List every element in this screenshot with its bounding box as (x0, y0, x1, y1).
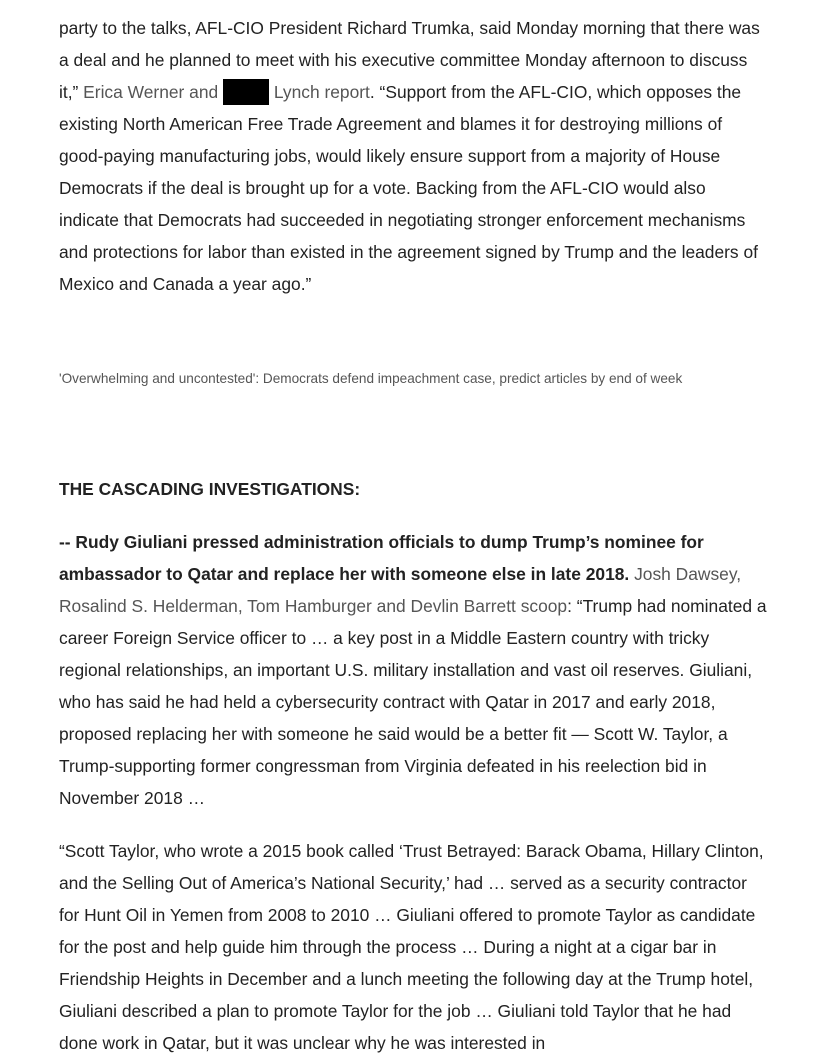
paragraph-taylor: “Scott Taylor, who wrote a 2015 book called ‘Trust Betrayed: Barack Obama, Hillary Clinton, and the Selling Out of America’s National Security,’ had … served as a security contractor for Hunt Oil in Yemen from 2008 to 2010 … Giuliani offered to promote Taylor as candidate for the post and help guide him through the process … During a night at a cigar bar in Friendship Heights in December and a lunch meeting the following day at the Trump hotel, Giuliani described a plan to promote Taylor for the job … Giuliani told Taylor that he had done work in Qatar, but it was unclear why he was interested in (59, 841, 764, 1053)
redaction-box (223, 79, 269, 105)
headline-lead: -- Rudy Giuliani pressed administration officials to dump Trump’s nominee for ambassador to Qatar and replace her with someone else in late 2018. (59, 532, 704, 584)
article-body (59, 12, 769, 1059)
report-link[interactable]: Lynch report (273, 82, 370, 102)
paragraph-trumka (59, 12, 769, 300)
reporter-credit: Erica Werner and (83, 82, 219, 102)
related-link-caption[interactable]: 'Overwhelming and uncontested': Democrats defend impeachment case, predict articles by end of week (59, 371, 683, 386)
paragraph-text-continued: . “Support from the AFL-CIO, which opposes the existing North American Free Trade Agreement and blames it for destroying millions of good-paying manufacturing jobs, would likely ensure support from a majority of House Democrats if the deal is brought up for a vote. Backing from the AFL-CIO would also indicate that Democrats had succeeded in negotiating stronger enforcement mechanisms and protections for labor than existed in the agreement signed by Trump and the leaders of Mexico and Canada a year ago.” (59, 82, 758, 294)
paragraph-text: party to the talks, AFL-CIO President Richard Trumka, said Monday morning that there was a deal and he planned to meet with his executive committee Monday afternoon to discuss it,” (59, 18, 760, 102)
reporter-credit[interactable]: Josh Dawsey, Rosalind S. Helderman, Tom Hamburger and Devlin Barrett scoop (59, 564, 742, 616)
paragraph-giuliani (59, 526, 769, 814)
section-heading: THE CASCADING INVESTIGATIONS: (59, 479, 361, 499)
paragraph-text: : “Trump had nominated a career Foreign Service officer to … a key post in a Middle Eastern country with tricky regional relationships, an important U.S. military installation and vast oil reserves. Giuliani, who has said he had held a cybersecurity contract with Qatar in 2017 and early 2018, proposed replacing her with someone he said would be a better fit — Scott W. Taylor, a Trump-supporting former congressman from Virginia defeated in his reelection bid in November 2018 … (59, 596, 767, 808)
